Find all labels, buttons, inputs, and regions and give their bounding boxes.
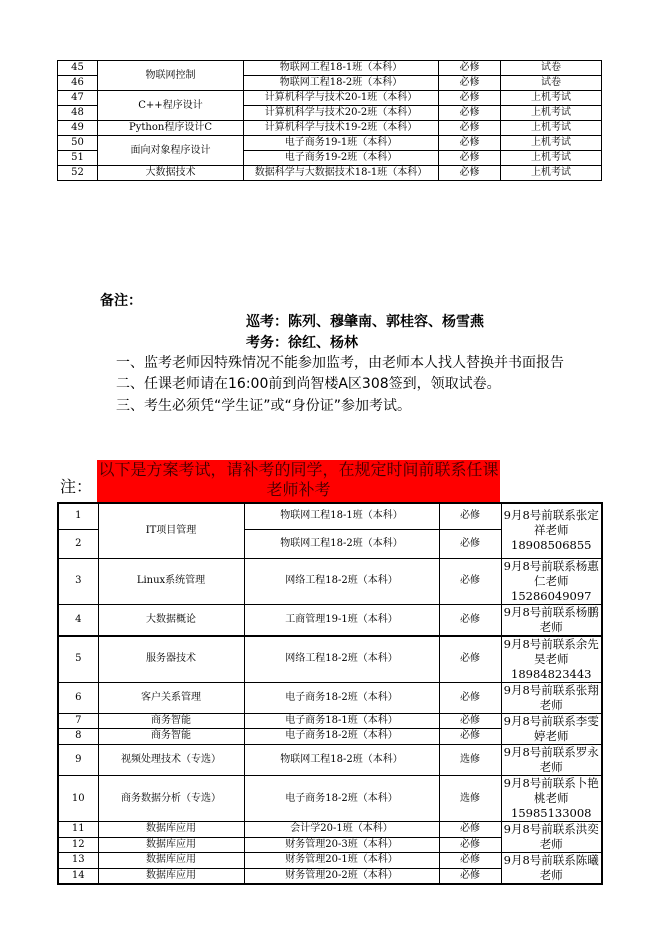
class-name: 物联网工程18-1班（本科） (244, 503, 439, 529)
course-name: 服务器技术 (98, 636, 244, 683)
row-number: 46 (58, 76, 98, 91)
exam-affairs-staff: 考务：徐红、杨林 (246, 335, 358, 351)
table-row (58, 558, 602, 604)
course-name: C++程序设计 (98, 91, 244, 121)
class-name: 物联网工程18-2班（本科） (244, 745, 439, 776)
remarks-title: 备注： (100, 293, 142, 309)
row-number: 4 (58, 604, 98, 636)
course-type: 必修 (439, 151, 501, 166)
class-name: 计算机科学与技术20-2班（本科） (244, 106, 439, 121)
course-type: 必修 (439, 837, 501, 853)
teacher-contact: 9月8号前联系张定祥老师18908506855 (501, 503, 602, 558)
row-number: 10 (58, 776, 98, 822)
course-type: 必修 (439, 683, 501, 714)
class-name: 计算机科学与技术20-1班（本科） (244, 91, 439, 106)
table-row (58, 714, 602, 729)
course-name: 大数据概论 (98, 604, 244, 636)
table-row (58, 683, 602, 714)
class-name: 物联网工程18-2班（本科） (244, 529, 439, 558)
class-name: 网络工程18-2班（本科） (244, 558, 439, 604)
course-name: 商务智能 (98, 714, 244, 729)
row-number: 8 (58, 728, 98, 744)
teacher-contact: 9月8号前联系洪奕老师 (501, 822, 602, 853)
row-number: 52 (58, 166, 98, 181)
table-row (58, 503, 602, 529)
remark-item-2: 二、任课老师请在16:00前到尚智楼A区308签到，领取试卷。 (116, 376, 501, 392)
exam-method: 上机考试 (501, 91, 602, 106)
row-number: 12 (58, 837, 98, 853)
table-row (58, 853, 602, 869)
class-name: 电子商务18-1班（本科） (244, 714, 439, 729)
course-name: IT项目管理 (98, 503, 244, 558)
course-name: Python程序设计C (98, 121, 244, 136)
row-number: 51 (58, 151, 98, 166)
course-type: 必修 (439, 636, 501, 683)
table-row (58, 91, 602, 106)
course-name: 数据库应用 (98, 822, 244, 838)
row-number: 45 (58, 61, 98, 76)
class-name: 电子商务18-2班（本科） (244, 776, 439, 822)
row-number: 11 (58, 822, 98, 838)
exam-method: 试卷 (501, 61, 602, 76)
makeup-exam-banner: 以下是方案考试，请补考的同学，在规定时间前联系任课老师补考 (97, 460, 500, 502)
course-type: 必修 (439, 91, 501, 106)
course-type: 必修 (439, 868, 501, 884)
row-number: 2 (58, 529, 98, 558)
class-name: 电子商务18-2班（本科） (244, 728, 439, 744)
class-name: 电子商务19-2班（本科） (244, 151, 439, 166)
course-type: 必修 (439, 503, 501, 529)
course-name: 商务智能 (98, 728, 244, 744)
course-type: 必修 (439, 106, 501, 121)
table-row (58, 166, 602, 181)
course-type: 必修 (439, 853, 501, 869)
row-number: 48 (58, 106, 98, 121)
exam-method: 上机考试 (501, 106, 602, 121)
course-name: 商务数据分析（专选） (98, 776, 244, 822)
class-name: 会计学20-1班（本科） (244, 822, 439, 838)
course-type: 必修 (439, 121, 501, 136)
course-name: 面向对象程序设计 (98, 136, 244, 166)
note-label: 注： (60, 477, 93, 496)
row-number: 50 (58, 136, 98, 151)
table-row (58, 636, 602, 683)
course-name: 视频处理技术（专选） (98, 745, 244, 776)
table-row (58, 776, 602, 822)
patrol-staff: 巡考：陈列、穆肇南、郭桂容、杨雪燕 (246, 314, 484, 330)
course-name: Linux系统管理 (98, 558, 244, 604)
row-number: 49 (58, 121, 98, 136)
class-name: 电子商务18-2班（本科） (244, 683, 439, 714)
row-number: 7 (58, 714, 98, 729)
teacher-contact: 9月8号前联系杨鹏老师 (501, 604, 602, 636)
class-name: 物联网工程18-2班（本科） (244, 76, 439, 91)
teacher-contact: 9月8号前联系陈曦老师 (501, 853, 602, 885)
course-name: 数据库应用 (98, 837, 244, 853)
row-number: 5 (58, 636, 98, 683)
course-name: 数据库应用 (98, 853, 244, 869)
row-number: 1 (58, 503, 98, 529)
class-name: 财务管理20-1班（本科） (244, 853, 439, 869)
course-name: 数据库应用 (98, 868, 244, 884)
course-type: 必修 (439, 604, 501, 636)
remark-item-1: 一、监考老师因特殊情况不能参加监考，由老师本人找人替换并书面报告 (116, 355, 564, 371)
teacher-contact: 9月8号前联系张翔老师 (501, 683, 602, 714)
course-name: 物联网控制 (98, 61, 244, 91)
course-type: 必修 (439, 136, 501, 151)
row-number: 3 (58, 558, 98, 604)
table-row (58, 745, 602, 776)
class-name: 财务管理20-3班（本科） (244, 837, 439, 853)
table-row (58, 61, 602, 76)
exam-method: 上机考试 (501, 166, 602, 181)
class-name: 网络工程18-2班（本科） (244, 636, 439, 683)
row-number: 9 (58, 745, 98, 776)
class-name: 数据科学与大数据技术18-1班（本科） (244, 166, 439, 181)
class-name: 计算机科学与技术19-2班（本科） (244, 121, 439, 136)
teacher-contact: 9月8号前联系罗永老师 (501, 745, 602, 776)
table-row (58, 604, 602, 636)
teacher-contact: 9月8号前联系卜艳桃老师15985133008 (501, 776, 602, 822)
exam-method: 上机考试 (501, 121, 602, 136)
course-type: 选修 (439, 776, 501, 822)
row-number: 14 (58, 868, 98, 884)
course-name: 客户关系管理 (98, 683, 244, 714)
row-number: 6 (58, 683, 98, 714)
course-type: 必修 (439, 822, 501, 838)
class-name: 财务管理20-2班（本科） (244, 868, 439, 884)
teacher-contact: 9月8号前联系李雯婷老师 (501, 714, 602, 745)
exam-method: 试卷 (501, 76, 602, 91)
course-type: 必修 (439, 728, 501, 744)
table-row (58, 822, 602, 838)
course-type: 必修 (439, 558, 501, 604)
course-type: 选修 (439, 745, 501, 776)
course-type: 必修 (439, 529, 501, 558)
class-name: 物联网工程18-1班（本科） (244, 61, 439, 76)
exam-schedule-table (57, 60, 602, 181)
course-name: 大数据技术 (98, 166, 244, 181)
course-type: 必修 (439, 714, 501, 729)
row-number: 47 (58, 91, 98, 106)
teacher-contact: 9月8号前联系余先昊老师18984823443 (501, 636, 602, 683)
makeup-exam-table (57, 502, 603, 885)
teacher-contact: 9月8号前联系杨惠仁老师15286049097 (501, 558, 602, 604)
course-type: 必修 (439, 76, 501, 91)
class-name: 电子商务19-1班（本科） (244, 136, 439, 151)
row-number: 13 (58, 853, 98, 869)
table-row (58, 121, 602, 136)
course-type: 必修 (439, 61, 501, 76)
exam-method: 上机考试 (501, 136, 602, 151)
table-row (58, 136, 602, 151)
remark-item-3: 三、考生必须凭“学生证”或“身份证”参加考试。 (116, 398, 412, 414)
class-name: 工商管理19-1班（本科） (244, 604, 439, 636)
exam-method: 上机考试 (501, 151, 602, 166)
course-type: 必修 (439, 166, 501, 181)
